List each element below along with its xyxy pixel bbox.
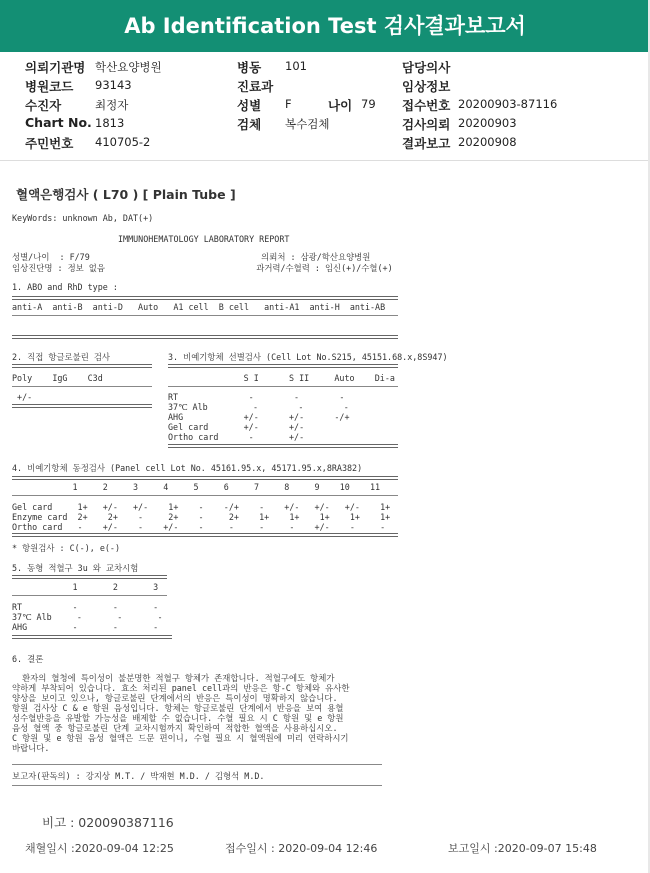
reporter: 보고자(판독의) : 강지상 M.T. / 박재현 M.D. / 김형석 M.D. (12, 771, 265, 781)
screening-table-rows: RT - - - 37℃ Alb - - - AHG +/- +/- -/+ Gel card +/- +/- Ortho card - +/- (168, 392, 350, 442)
received-datetime: 접수일시 : 2020-09-04 12:46 (225, 842, 378, 855)
crossmatch-table-rows: RT - - - 37℃ Alb - - - AHG - - - (12, 602, 163, 632)
institution-value: 학산요양병원 (95, 60, 162, 74)
accession-value: 20200903-87116 (458, 97, 558, 111)
crossmatch-table-header: 1 2 3 (12, 582, 159, 592)
abo-table-header: anti-A anti-B anti-D Auto A1 cell B cell anti-A1 anti-H anti-AB (12, 302, 386, 312)
report-date-value: 20200908 (458, 135, 517, 149)
keywords: KeyWords: unknown Ab, DAT(+) (12, 213, 154, 223)
accession-label: 접수번호 (402, 98, 451, 113)
dat-table-header: Poly IgG C3d (12, 373, 103, 383)
report-title: Ab Identification Test 검사결과보고서 (0, 0, 650, 52)
ward-value: 101 (285, 59, 307, 73)
dat-table-value: +/- (12, 392, 33, 402)
double-rule (12, 476, 398, 480)
screening-table-header: S I S II Auto Di-a (168, 373, 395, 383)
doctor-label: 담당의사 (402, 60, 451, 75)
specimen-value: 복수검체 (285, 117, 330, 131)
lab-report-title: IMMUNOHEMATOLOGY LABORATORY REPORT (118, 234, 290, 244)
sex-value: F (285, 97, 292, 111)
conclusion-text: 환자의 혈청에 특이성이 불분명한 적혈구 항체가 존재합니다. 적혈구에도 항체가 약하게 부착되어 있습니다. 효소 처리된 panel cell과의 반응은 항-C 항체와 유사한 양상을 보이고 있으나, 항글로불린 단계에서의 반응은 특이성이 명확하지 않습니다. 항원 검사상 C & e 항원 음성입니다. 항체는 항글로불린 단계에서 반응을 보여 용혈 성수혈반응을 유발할 가능성을 배제할 수 없습니다. 수혈 필요 시 C 항원 및 e 항원 음성 혈액 중 항글로불린 단계 교차시험까지 확인하여 적합한 혈액을 사용하십시오. C 항원 및 e 항원 음성 혈액은 드문 편이니, 수혈 필요 시 혈액원에 미리 연락하시기 바랍니다. (12, 673, 350, 753)
abo-section-title: 1. ABO and RhD type : (12, 282, 118, 292)
rule (12, 386, 152, 387)
rule (168, 386, 398, 387)
rule (12, 785, 382, 786)
panel-table-rows: Gel card 1+ +/- +/- 1+ - -/+ - +/- +/- +/- 1+ Enzyme card 2+ 2+ - 2+ - 2+ 1+ 1+ 1+ 1+ 1+ Ortho card - +/- - +/- - - - - +/- - - (12, 502, 391, 532)
rule (12, 495, 398, 496)
chart-no-label: Chart No. (25, 115, 92, 130)
ward-label: 병동 (237, 60, 262, 75)
double-rule (12, 575, 167, 579)
report-date-label: 결과보고 (402, 136, 451, 151)
hospital-code-value: 93143 (95, 78, 132, 92)
double-rule (12, 335, 398, 339)
antigen-note: * 항원검사 : C(-), e(-) (12, 543, 120, 553)
request-date-value: 20200903 (458, 116, 517, 130)
screening-section-title: 3. 비예기항체 선별검사 (Cell Lot No.S215, 45151.68.x,8S947) (168, 352, 448, 362)
section-title: 혈액은행검사 ( L70 ) [ Plain Tube ] (16, 187, 236, 202)
rrn-label: 주민번호 (25, 136, 74, 151)
sex-label: 성별 (237, 98, 262, 113)
institution-label: 의뢰기관명 (25, 60, 86, 75)
rule (12, 764, 382, 765)
age-value: 79 (361, 97, 376, 111)
panel-section-title: 4. 비예기항체 동정검사 (Panel cell Lot No. 45161.95.x, 45171.95.x,8RA382) (12, 463, 363, 473)
specimen-label: 검체 (237, 117, 262, 132)
rule (12, 595, 167, 596)
rule (12, 315, 398, 316)
sex-age-line: 성별/나이 : F/79 의뢰처 : 삼광/학산요양병원 (12, 252, 371, 262)
hospital-code-label: 병원코드 (25, 79, 74, 94)
double-rule (168, 364, 398, 368)
double-rule (12, 364, 152, 368)
clinical-info-label: 임상정보 (402, 79, 451, 94)
conclusion-title: 6. 결론 (12, 654, 44, 664)
diagnosis-line: 임상진단명 : 정보 없음 과거력/수혈력 : 임신(+)/수혈(+) (12, 263, 393, 273)
double-rule (12, 296, 398, 300)
patient-name-value: 최정자 (95, 98, 129, 112)
patient-name-label: 수진자 (25, 98, 62, 113)
crossmatch-section-title: 5. 동형 적혈구 3u 와 교차시험 (12, 563, 139, 573)
request-date-label: 검사의뢰 (402, 117, 451, 132)
double-rule (168, 444, 398, 448)
reported-datetime: 보고일시 :2020-09-07 15:48 (448, 842, 597, 855)
department-label: 진료과 (237, 79, 274, 94)
rrn-value: 410705-2 (95, 135, 151, 149)
panel-table-header: 1 2 3 4 5 6 7 8 9 10 11 (12, 482, 381, 492)
double-rule (12, 635, 172, 639)
remark: 비고 : 020090387116 (42, 815, 174, 830)
divider (0, 160, 648, 161)
double-rule (12, 533, 398, 537)
double-rule (12, 404, 152, 408)
age-label: 나이 (328, 98, 353, 113)
dat-section-title: 2. 직접 항글로불린 검사 (12, 352, 111, 362)
collection-datetime: 채혈일시 :2020-09-04 12:25 (25, 842, 174, 855)
chart-no-value: 1813 (95, 116, 125, 130)
